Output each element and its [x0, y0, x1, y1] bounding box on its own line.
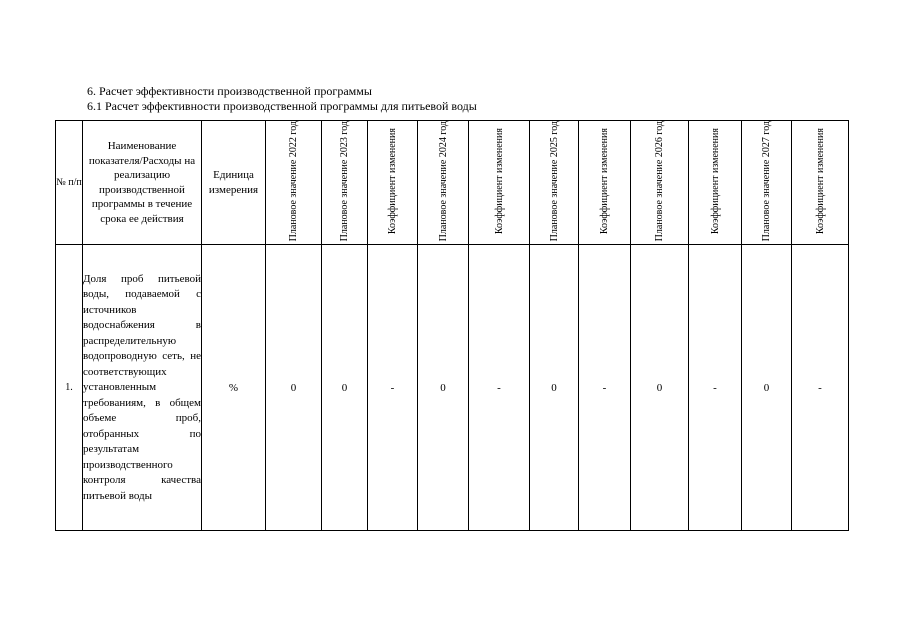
column-header-label: Плановое значение 2023 год [339, 121, 350, 242]
value-cell-coef-2023: - [368, 245, 418, 531]
row-name-cell: Доля проб питьевой воды, подаваемой с источников водоснабжения в распределительную водопроводную сеть, не соответствующих установленным требованиям, в общем объеме проб, отобранных по результатам производственного контроля качества питьевой воды [83, 245, 202, 531]
column-header-plan-2026 [631, 121, 689, 245]
value-cell-plan-2022: 0 [266, 245, 322, 531]
value-cell-coef-2024: - [469, 245, 530, 531]
column-header-label: Плановое значение 2027 год [761, 121, 772, 242]
row-unit-cell: % [202, 245, 266, 531]
value-cell-plan-2026: 0 [631, 245, 689, 531]
column-header-label: Плановое значение 2025 год [548, 121, 560, 242]
column-header-label: Плановое значение 2026 год [654, 121, 665, 242]
value-cell-plan-2024: 0 [418, 245, 469, 531]
column-header-num: № п/п [56, 121, 83, 245]
column-header-name: Наименование показателя/Расходы на реализацию производственной программы в течение срока ее действия [83, 121, 202, 245]
column-header-coef-2025 [579, 121, 631, 245]
column-header-plan-2023 [322, 121, 368, 245]
column-header-plan-2025 [530, 121, 579, 245]
column-header-label: Коэффициент изменения [709, 128, 721, 235]
value-cell-plan-2027: 0 [742, 245, 792, 531]
value-cell-coef-2025: - [579, 245, 631, 531]
column-header-label: Коэффициент изменения [387, 128, 398, 235]
column-header-label: Плановое значение 2022 год [288, 121, 299, 242]
column-header-coef-2027 [792, 121, 849, 245]
column-header-label: Коэффициент изменения [814, 128, 826, 235]
column-header-label: Плановое значение 2024 год [437, 121, 449, 242]
section-heading: 6. Расчет эффективности производственной программы [87, 84, 372, 98]
column-header-plan-2027 [742, 121, 792, 245]
row-num-cell: 1. [56, 245, 83, 531]
value-cell-plan-2025: 0 [530, 245, 579, 531]
column-header-label: Коэффициент изменения [599, 128, 610, 235]
column-header-unit: Единица измерения [202, 121, 266, 245]
efficiency-table [55, 120, 849, 531]
column-header-plan-2022 [266, 121, 322, 245]
column-header-label: Коэффициент изменения [493, 128, 505, 235]
column-header-coef-2024 [469, 121, 530, 245]
table-row [56, 245, 849, 531]
value-cell-coef-2026: - [689, 245, 742, 531]
value-cell-plan-2023: 0 [322, 245, 368, 531]
column-header-plan-2024 [418, 121, 469, 245]
table-header-row [56, 121, 849, 245]
column-header-coef-2026 [689, 121, 742, 245]
column-header-coef-2023 [368, 121, 418, 245]
subsection-heading: 6.1 Расчет эффективности производственной программы для питьевой воды [87, 99, 477, 113]
value-cell-coef-2027: - [792, 245, 849, 531]
